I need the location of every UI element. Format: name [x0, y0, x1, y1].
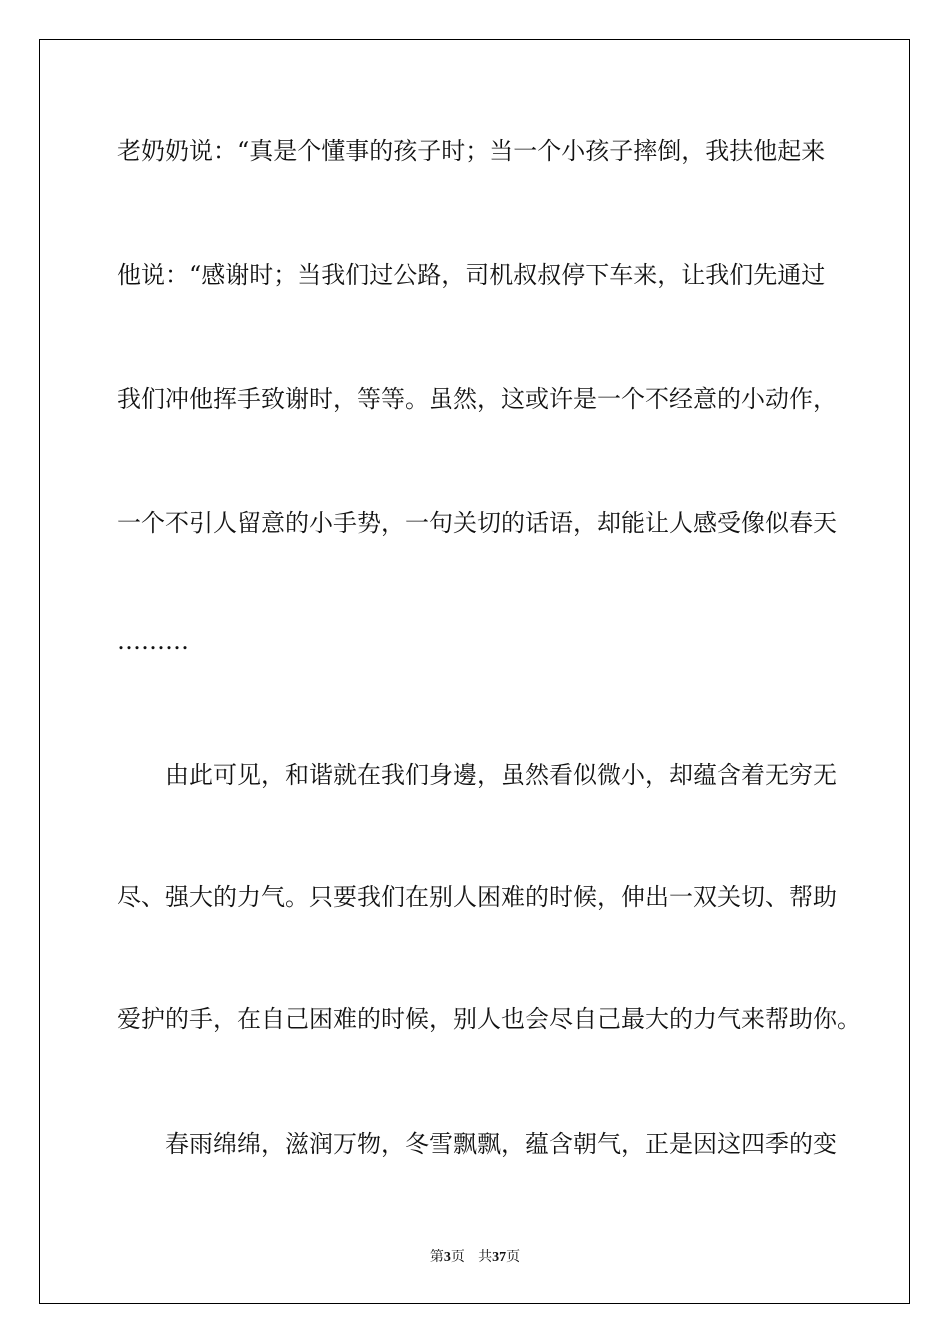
text-line: 我们冲他挥手致谢时，等等。虽然，这或许是一个不经意的小动作， [117, 385, 837, 413]
text-line: 一个不引人留意的小手势，一句关切的话语，却能让人感受像似春天 [117, 509, 837, 537]
text-line: 尽、强大的力气。只要我们在别人困难的时候，伸出一双关切、帮助 [117, 883, 837, 911]
text-line: 他说：“感谢时；当我们过公路，司机叔叔停下车来，让我们先通过 [117, 261, 826, 289]
total-prefix: 共 [478, 1249, 493, 1265]
page-frame [39, 39, 910, 1304]
text-line: 老奶奶说：“真是个懂事的孩子时；当一个小孩子摔倒，我扶他起来 [117, 137, 826, 165]
paragraph-start: 由此可见，和谐就在我们身邊，虽然看似微小，却蕴含着无穷无 [165, 761, 837, 789]
paragraph-start: 春雨绵绵，滋润万物，冬雪飘飘，蕴含朝气，正是因这四季的变 [165, 1130, 837, 1158]
page-number: 3 [443, 1250, 451, 1265]
page-suffix: 页 [450, 1249, 465, 1265]
text-line: 爱护的手，在自己困难的时候，别人也会尽自己最大的力气来帮助你。 [117, 1005, 861, 1033]
total-suffix: 页 [506, 1249, 521, 1265]
ellipsis-line: ……… [117, 627, 189, 655]
page-footer [0, 1246, 950, 1266]
page-prefix: 第 [429, 1249, 444, 1265]
total-pages: 37 [492, 1250, 507, 1265]
